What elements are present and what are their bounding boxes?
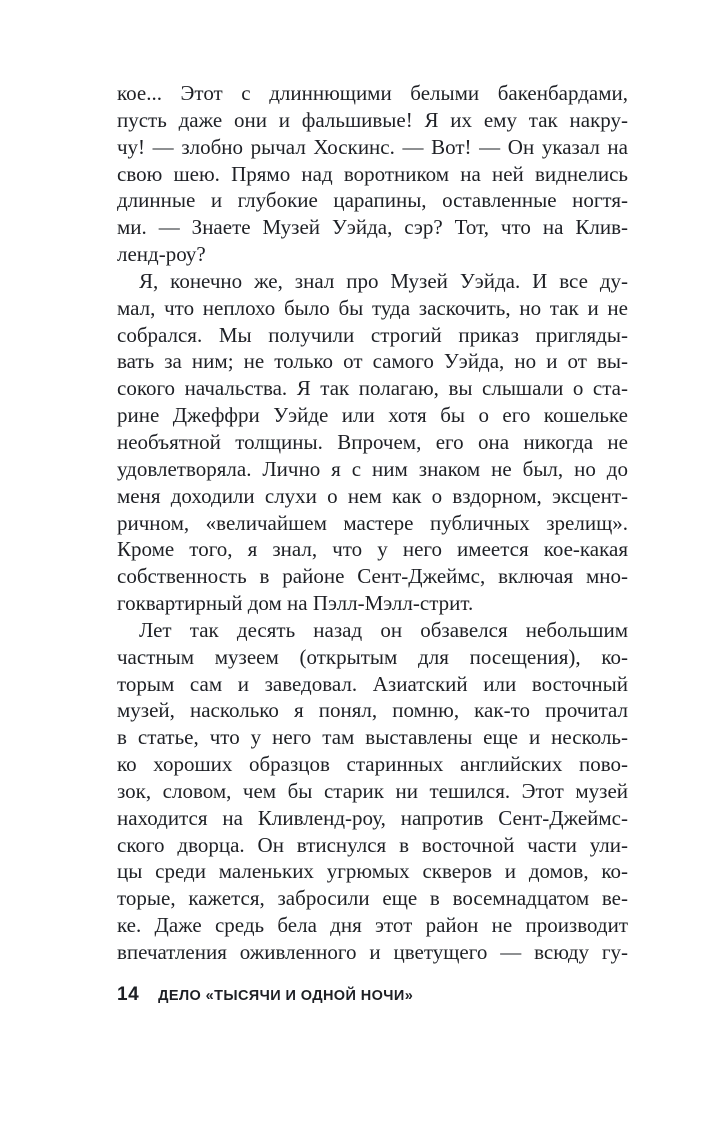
paragraph: [117, 617, 628, 966]
running-title: ДЕЛО «ТЫСЯЧИ И ОДНОЙ НОЧИ»: [158, 988, 414, 1004]
text-line: впечатления оживленного и цветущего — всюду гу-: [117, 940, 628, 964]
text-line: кое... Этот с длиннющими белыми бакенбардами,: [117, 81, 628, 105]
page-footer: [117, 984, 628, 1006]
text-line: торые, кажется, забросили еще в восемнадцатом ве-: [117, 886, 628, 911]
text-line: музей, насколько я понял, помню, как-то прочитал: [117, 698, 628, 723]
text-line: рине Джеффри Уэйде или хотя бы о его кошельке: [117, 403, 628, 428]
text-line: гоквартирный дом на Пэлл-Мэлл-стрит.: [117, 591, 474, 616]
text-line: частным музеем (открытым для посещения), ко-: [117, 644, 628, 669]
text-line: находится на Кливленд-роу, напротив Сент-Джеймс-: [117, 805, 628, 830]
paragraph: [117, 268, 628, 617]
text-line: Я, конечно же, знал про Музей Уэйда. И все ду-: [139, 268, 628, 293]
text-line: свою шею. Прямо над воротником на ней виднелись: [117, 161, 628, 186]
text-line: длинные и глубокие царапины, оставленные ногтя-: [117, 188, 628, 213]
text-line: ке. Даже средь бела дня этот район не производит: [117, 913, 628, 938]
text-line: меня доходили слухи о нем как о вздорном, эксцент-: [117, 483, 628, 508]
text-line: Кроме того, я знал, что у него имеется кое-какая: [117, 537, 628, 562]
text-line: собрался. Мы получили строгий приказ пригляды-: [117, 322, 628, 347]
text-line: ского дворца. Он втиснулся в восточной части ули-: [117, 832, 628, 857]
text-line: пусть даже они и фальшивые! Я их ему так накру-: [117, 107, 628, 132]
text-line: торым сам и заведовал. Азиатский или восточный: [117, 671, 628, 696]
text-line: чу! — злобно рычал Хоскинс. — Вот! — Он указал на: [117, 134, 628, 159]
text-line: собственность в районе Сент-Джеймс, включая мно-: [117, 564, 628, 589]
text-line: сокого начальства. Я так полагаю, вы слышали о ста-: [117, 376, 628, 401]
text-line: необъятной толщины. Впрочем, его она никогда не: [117, 429, 628, 454]
text-line: в статье, что у него там выставлены еще и несколь-: [117, 725, 628, 750]
text-line: вать за ним; не только от самого Уэйда, но и от вы-: [117, 349, 628, 374]
text-line: удовлетворяла. Лично я с ним знаком не был, но до: [117, 456, 628, 481]
paragraph: [117, 80, 628, 268]
body-text: [117, 80, 628, 966]
text-line: ленд-роу?: [117, 242, 206, 267]
text-line: мал, что неплохо было бы туда заскочить, но так и не: [117, 295, 628, 320]
text-line: ко хороших образцов старинных английских пово-: [117, 752, 628, 777]
text-line: ричном, «величайшем мастере публичных зрелищ».: [117, 510, 628, 535]
text-line: цы среди маленьких угрюмых скверов и домов, ко-: [117, 859, 628, 884]
text-line: ми. — Знаете Музей Уэйда, сэр? Тот, что на Клив-: [117, 215, 628, 240]
page-number: 14: [117, 984, 140, 1005]
text-line: Лет так десять назад он обзавелся небольшим: [139, 617, 628, 642]
text-line: зок, словом, чем бы старик ни тешился. Этот музей: [117, 778, 628, 803]
